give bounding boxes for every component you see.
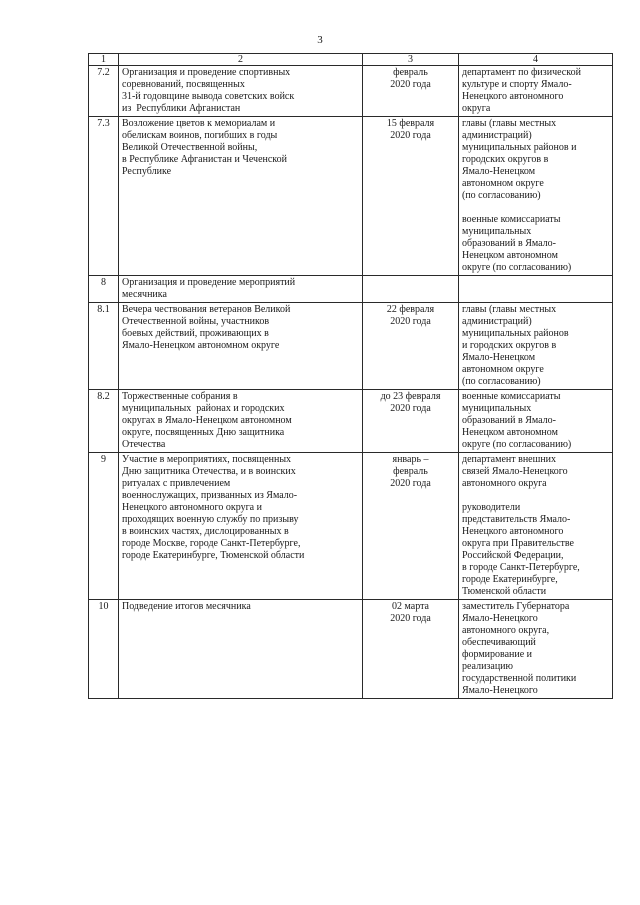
text-line: обеспечивающий xyxy=(462,637,536,648)
text-line: Ненецкого автономного xyxy=(462,526,564,537)
text-line: обелискам воинов, погибших в годы xyxy=(122,130,278,141)
text-line: муниципальных районах и городских xyxy=(122,403,285,414)
table-row xyxy=(89,303,613,390)
item-number: 8.2 xyxy=(89,390,119,453)
item-number: 8 xyxy=(89,276,119,303)
text-line: 02 марта xyxy=(392,601,429,612)
text-line: военнослужащих, призванных из Ямало- xyxy=(122,490,298,501)
text-line: месячника xyxy=(122,289,167,300)
table-row xyxy=(89,66,613,117)
text-line: представительств Ямало- xyxy=(462,514,571,525)
column-header: 1 xyxy=(89,54,119,66)
text-line: 2020 года xyxy=(390,316,431,327)
item-number: 9 xyxy=(89,453,119,600)
text-line: городских округов в xyxy=(462,154,549,165)
text-line: Торжественные собрания в xyxy=(122,391,238,402)
responsible-parties xyxy=(459,453,613,600)
event-date xyxy=(363,276,459,303)
text-line: округа при Правительстве xyxy=(462,538,574,549)
text-line: Вечера чествования ветеранов Великой xyxy=(122,304,291,315)
text-line: образований в Ямало- xyxy=(462,238,556,249)
text-line: главы (главы местных xyxy=(462,304,557,315)
text-line: Республике xyxy=(122,166,172,177)
text-line: формирование и xyxy=(462,649,533,660)
text-line: 2020 года xyxy=(390,613,431,624)
text-line: муниципальных xyxy=(462,226,532,237)
text-line: Возложение цветов к мемориалам и xyxy=(122,118,276,129)
text-line: городе Екатеринбурге, Тюменской области xyxy=(122,550,305,561)
text-line: администраций) xyxy=(462,130,532,141)
table-row xyxy=(89,600,613,699)
text-line: автономном округе xyxy=(462,364,544,375)
table-row xyxy=(89,453,613,600)
text-line: Отечества xyxy=(122,439,166,450)
text-line: культуре и спорту Ямало- xyxy=(462,79,572,90)
text-line: Ненецкого автономного округа и xyxy=(122,502,262,513)
text-line: городе Москве, городе Санкт-Петербурге, xyxy=(122,538,301,549)
page-number: 3 xyxy=(317,34,323,46)
text-line: Дню защитника Отечества, и в воинских xyxy=(122,466,296,477)
event-name xyxy=(119,303,363,390)
text-line: Ненецком автономном xyxy=(462,250,558,261)
text-line: автономном округе xyxy=(462,178,544,189)
text-line: муниципальных районов и xyxy=(462,142,577,153)
text-line: в Республике Афганистан и Чеченской xyxy=(122,154,288,165)
table-row xyxy=(89,276,613,303)
text-line: соревнований, посвященных xyxy=(122,79,245,90)
text-line: округе (по согласованию) xyxy=(462,439,572,450)
item-number: 7.3 xyxy=(89,117,119,276)
responsible-parties xyxy=(459,303,613,390)
responsible-parties xyxy=(459,117,613,276)
column-header: 3 xyxy=(363,54,459,66)
text-line: Ямало-Ненецком автономном округе xyxy=(122,340,280,351)
text-line: муниципальных районов xyxy=(462,328,569,339)
text-line: заместитель Губернатора xyxy=(462,601,570,612)
text-line: городе Екатеринбурге, xyxy=(462,574,558,585)
text-line: Ненецкого автономного xyxy=(462,91,564,102)
text-line: Ямало-Ненецкого xyxy=(462,613,538,624)
text-line: муниципальных xyxy=(462,403,532,414)
text-line: округе (по согласованию) xyxy=(462,262,572,273)
text-line: Организация и проведение мероприятий xyxy=(122,277,296,288)
table-row xyxy=(89,390,613,453)
text-line: из Республики Афганистан xyxy=(122,103,241,114)
text-line: 31-й годовщине вывода советских войск xyxy=(122,91,295,102)
text-line: автономного округа xyxy=(462,478,547,489)
text-line: Тюменской области xyxy=(462,586,547,597)
text-line: Российской Федерации, xyxy=(462,550,564,561)
event-name xyxy=(119,117,363,276)
event-name xyxy=(119,276,363,303)
responsible-parties xyxy=(459,276,613,303)
text-line: округе, посвященных Дню защитника xyxy=(122,427,285,438)
text-line: (по согласованию) xyxy=(462,190,541,201)
column-header: 4 xyxy=(459,54,613,66)
text-line: военные комиссариаты xyxy=(462,214,561,225)
text-line: департамент по физической xyxy=(462,67,581,78)
item-number: 8.1 xyxy=(89,303,119,390)
text-line: февраль xyxy=(393,466,428,477)
text-line: администраций) xyxy=(462,316,532,327)
event-date xyxy=(363,453,459,600)
item-number: 10 xyxy=(89,600,119,699)
text-line: Организация и проведение спортивных xyxy=(122,67,291,78)
text-line: военные комиссариаты xyxy=(462,391,561,402)
text-line: 22 февраля xyxy=(386,304,435,315)
text-line: 15 февраля xyxy=(386,118,435,129)
text-line: Ямало-Ненецком xyxy=(462,352,536,363)
events-plan-table xyxy=(88,53,613,699)
text-line: департамент внешних xyxy=(462,454,557,465)
text-line: до 23 февраля xyxy=(380,391,441,402)
text-line: Подведение итогов месячника xyxy=(122,601,251,612)
event-name xyxy=(119,600,363,699)
event-date xyxy=(363,390,459,453)
text-line: ритуалах с привлечением xyxy=(122,478,231,489)
text-line: (по согласованию) xyxy=(462,376,541,387)
event-name xyxy=(119,390,363,453)
text-line: связей Ямало-Ненецкого xyxy=(462,466,568,477)
text-line: Великой Отечественной войны, xyxy=(122,142,258,153)
text-line: 2020 года xyxy=(390,478,431,489)
responsible-parties xyxy=(459,66,613,117)
event-date xyxy=(363,117,459,276)
text-line: руководители xyxy=(462,502,521,513)
text-line: Ненецком автономном xyxy=(462,427,558,438)
paragraph-gap xyxy=(462,202,609,214)
text-line: государственной политики xyxy=(462,673,577,684)
event-date xyxy=(363,66,459,117)
text-line: Отечественной войны, участников xyxy=(122,316,270,327)
event-date xyxy=(363,600,459,699)
event-name xyxy=(119,453,363,600)
text-line: главы (главы местных xyxy=(462,118,557,129)
text-line: Ямало-Ненецком xyxy=(462,166,536,177)
text-line: округа xyxy=(462,103,491,114)
text-line: боевых действий, проживающих в xyxy=(122,328,269,339)
item-number: 7.2 xyxy=(89,66,119,117)
text-line: реализацию xyxy=(462,661,513,672)
text-line: 2020 года xyxy=(390,403,431,414)
text-line: автономного округа, xyxy=(462,625,550,636)
text-line: февраль xyxy=(393,67,428,78)
text-line: образований в Ямало- xyxy=(462,415,556,426)
table-row xyxy=(89,117,613,276)
text-line: округах в Ямало-Ненецком автономном xyxy=(122,415,292,426)
paragraph-gap xyxy=(462,490,609,502)
text-line: январь – xyxy=(392,454,429,465)
text-line: Ямало-Ненецкого xyxy=(462,685,538,696)
responsible-parties xyxy=(459,600,613,699)
column-header: 2 xyxy=(119,54,363,66)
text-line: и городских округов в xyxy=(462,340,557,351)
text-line: 2020 года xyxy=(390,79,431,90)
text-line: в воинских частях, дислоцированных в xyxy=(122,526,289,537)
text-line: в городе Санкт-Петербурге, xyxy=(462,562,580,573)
text-line: 2020 года xyxy=(390,130,431,141)
text-line: проходящих военную службу по призыву xyxy=(122,514,299,525)
table-header-row xyxy=(89,54,613,66)
event-date xyxy=(363,303,459,390)
text-line: Участие в мероприятиях, посвященных xyxy=(122,454,292,465)
event-name xyxy=(119,66,363,117)
responsible-parties xyxy=(459,390,613,453)
